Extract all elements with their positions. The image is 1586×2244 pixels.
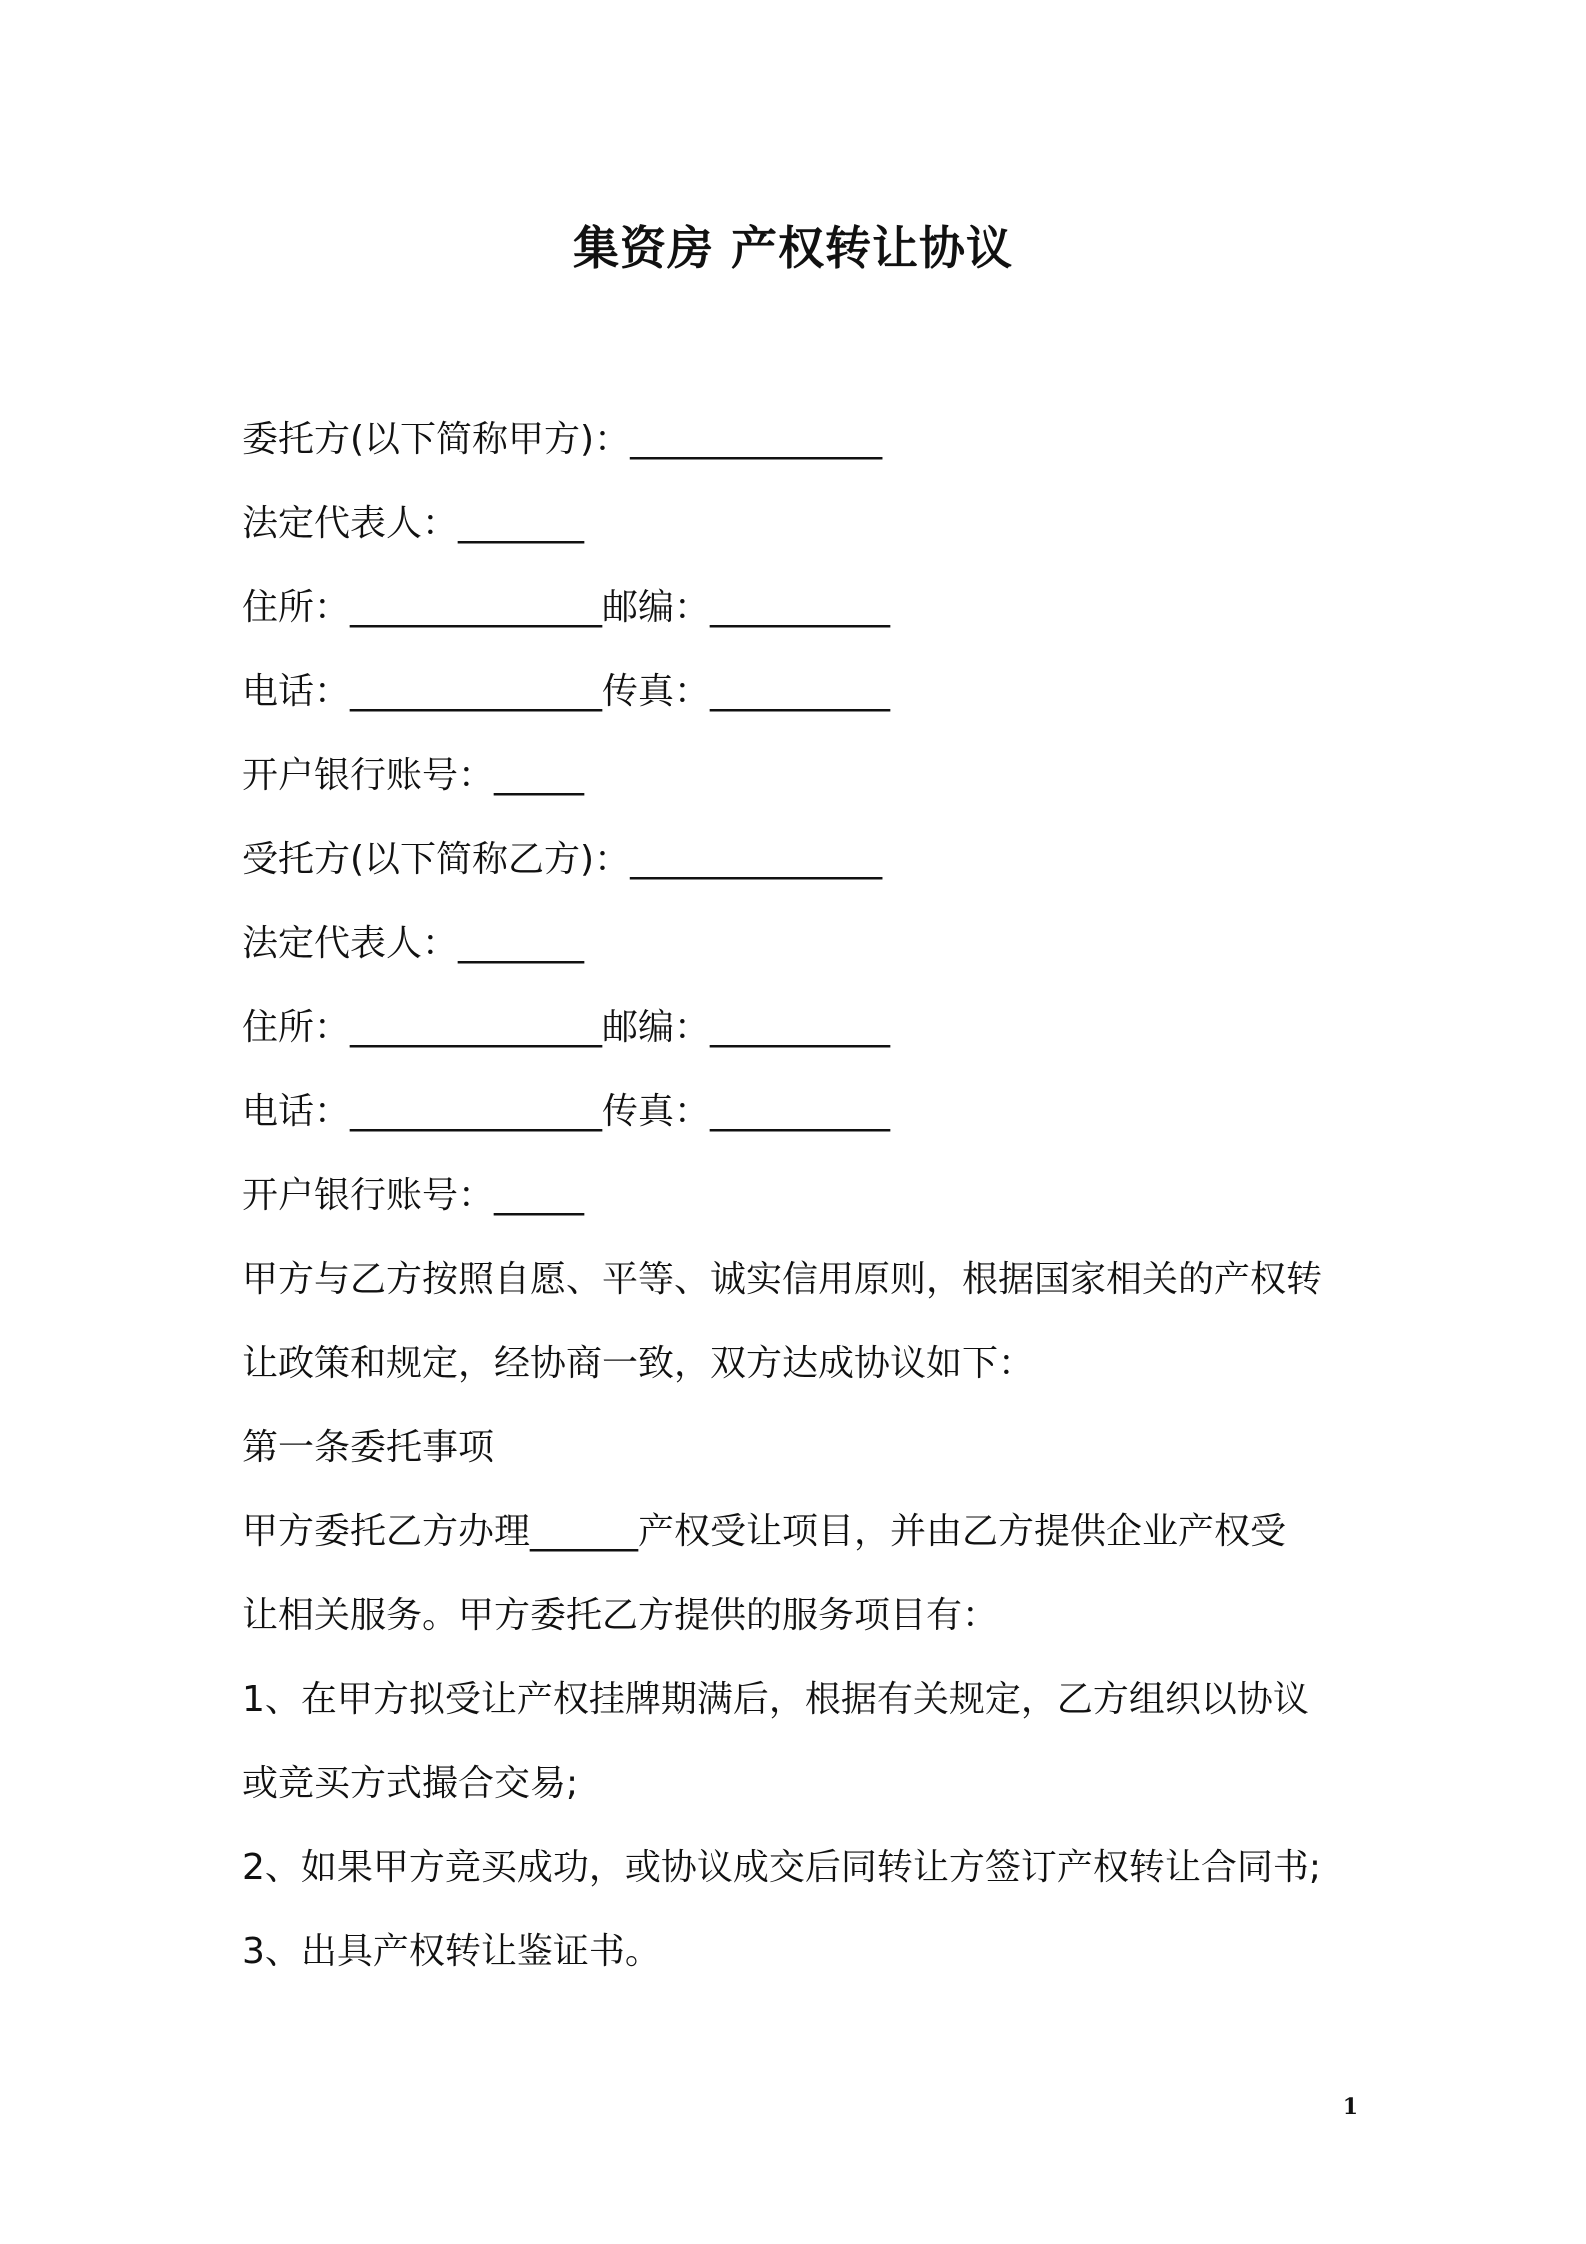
party-a-phone-line: 电话：______________传真：__________ (242, 671, 891, 712)
page-number: 1 (1342, 2094, 1358, 2120)
party-a-address-line: 住所：______________邮编：__________ (242, 587, 891, 628)
service-item-1-line-2: 或竞买方式撮合交易; (242, 1763, 579, 1804)
party-a-bank-line: 开户银行账号：_____ (242, 755, 585, 796)
service-item-2: 2、如果甲方竞买成功，或协议成交后同转让方签订产权转让合同书; (242, 1847, 1322, 1888)
preamble-line-2: 让政策和规定，经协商一致，双方达成协议如下： (242, 1343, 1035, 1384)
party-b-address-line: 住所：______________邮编：__________ (242, 1007, 891, 1048)
article-1-text-line-2: 让相关服务。甲方委托乙方提供的服务项目有： (242, 1595, 999, 1636)
party-b-phone-line: 电话：______________传真：__________ (242, 1091, 891, 1132)
article-1-heading: 第一条委托事项 (242, 1427, 495, 1468)
party-b-representative-line: 法定代表人：_______ (242, 923, 585, 964)
party-a-representative-line: 法定代表人：_______ (242, 503, 585, 544)
document-title: 集资房 产权转让协议 (572, 221, 1013, 275)
preamble-line-1: 甲方与乙方按照自愿、平等、诚实信用原则，根据国家相关的产权转 (242, 1259, 1323, 1300)
document-body (242, 398, 1362, 1994)
party-b-name-line: 受托方(以下简称乙方)：______________ (242, 839, 883, 880)
service-item-3: 3、出具产权转让鉴证书。 (242, 1931, 661, 1972)
party-a-name-line: 委托方(以下简称甲方)：______________ (242, 419, 883, 460)
article-1-text-line-1: 甲方委托乙方办理______产权受让项目，并由乙方提供企业产权受 (242, 1511, 1287, 1552)
service-item-1-line-1: 1、在甲方拟受让产权挂牌期满后，根据有关规定，乙方组织以协议 (242, 1679, 1309, 1720)
party-b-bank-line: 开户银行账号：_____ (242, 1175, 585, 1216)
